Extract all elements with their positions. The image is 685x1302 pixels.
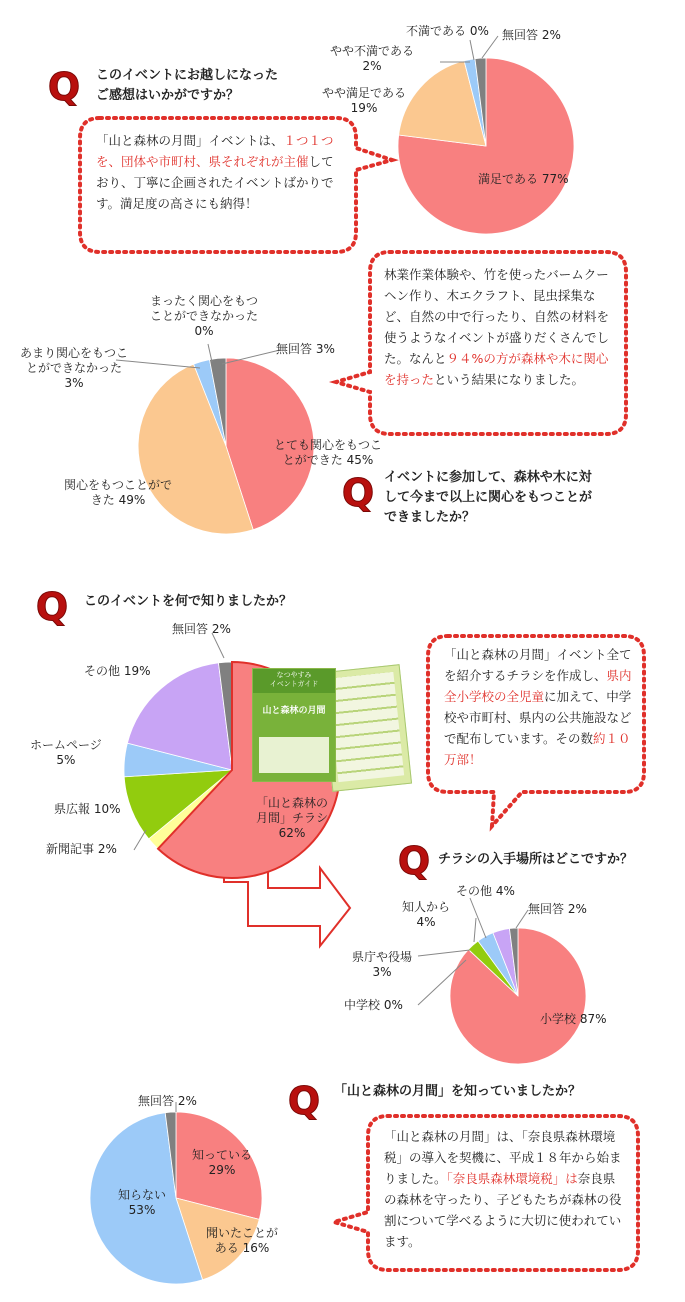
q2-label-3: まったく関心をもつ ことができなかった 0% bbox=[150, 294, 259, 338]
q4-label-4: その他 4% bbox=[456, 884, 515, 898]
q1-label-3: 不満である 0% bbox=[406, 24, 489, 38]
q3-bubble-text bbox=[444, 644, 636, 770]
q2-label-4: 無回答 3% bbox=[276, 342, 335, 356]
q3-bubble-mid: に加えて、中学校や市町村、県内の公共施設などで配布しています。その数 bbox=[444, 689, 632, 746]
q5-bubble-highlight: 「奈良県森林環境税」は bbox=[446, 1171, 578, 1186]
flyer-photo bbox=[259, 737, 329, 773]
q2-label-0: とても関心をもつこ とができた 45% bbox=[274, 438, 383, 467]
q2-label-1: 関心をもつことがで きた 49% bbox=[64, 478, 173, 507]
q2-bubble-text bbox=[384, 264, 612, 390]
q5-label-3: 無回答 2% bbox=[138, 1094, 197, 1108]
q1-label-1: やや満足である 19% bbox=[322, 86, 407, 115]
q3-label-0: 「山と森林の 月間」チラシ 62% bbox=[256, 796, 329, 840]
awareness-pie bbox=[90, 1112, 262, 1284]
q3-label-3: ホームページ 5% bbox=[30, 738, 102, 767]
q5-label-0: 知っている 29% bbox=[192, 1148, 253, 1177]
q4-label-3: 知人から 4% bbox=[402, 900, 451, 929]
q4-label-0: 小学校 87% bbox=[540, 1012, 607, 1026]
flyer-location-pie bbox=[450, 928, 586, 1064]
q5-bubble-text bbox=[384, 1126, 626, 1252]
svg-text:Q: Q bbox=[47, 66, 81, 106]
q1-bubble-post: しており、丁寧に企画されたイベントばかりです。満足度の高さにも納得！ bbox=[96, 154, 334, 211]
q3-label-2: 県広報 10% bbox=[54, 802, 121, 816]
q1-label-2: やや不満である 2% bbox=[330, 44, 415, 73]
q3-label-5: 無回答 2% bbox=[172, 622, 231, 636]
q1-label-0: 満足である 77% bbox=[478, 172, 569, 186]
q4-label-1: 中学校 0% bbox=[344, 998, 403, 1012]
q2-q-icon bbox=[340, 472, 376, 512]
q2-question: イベントに参加して、森林や木に対 して今まで以上に関心をもつことが できましたか？ bbox=[384, 470, 593, 525]
q4-label-2: 県庁や役場 3% bbox=[352, 950, 413, 979]
q4-q-icon bbox=[396, 840, 432, 880]
svg-text:Q: Q bbox=[397, 840, 431, 880]
q5-label-1: 聞いたことが ある 16% bbox=[206, 1226, 279, 1255]
q3-q-icon bbox=[34, 586, 70, 626]
q5-bubble-post: 奈良県の森林を守ったり、子どもたちが森林の役割について学べるように大切に使われています。 bbox=[384, 1171, 622, 1249]
q4-question: チラシの入手場所はどこですか？ bbox=[438, 852, 634, 867]
q5-bubble-pre: 「山と森林の月間」は、「奈良県森林環境税」の導入を契機に、平成１８年から始まりました。 bbox=[384, 1129, 622, 1186]
q3-bubble-highlight: 県内全小学校の全児童 bbox=[444, 668, 632, 704]
q1-q-icon bbox=[46, 66, 82, 106]
q2-label-2: あまり関心をもつこ とができなかった 3% bbox=[20, 346, 129, 390]
svg-text:Q: Q bbox=[35, 586, 69, 626]
flyer-subtitle: なつやすみ イベントガイド bbox=[253, 669, 335, 693]
q3-label-4: その他 19% bbox=[84, 664, 151, 678]
q3-bubble-pre: 「山と森林の月間」イベント全てを紹介するチラシを作成し、 bbox=[444, 647, 632, 683]
q2-bubble-pre: 林業作業体験や、竹を使ったバームクーヘン作り、木エクラフト、昆虫採集など、自然の中で行ったり、自然の材料を使うようなイベントが盛りだくさんでした。なんと bbox=[384, 267, 610, 366]
q5-label-2: 知らない 53% bbox=[118, 1188, 167, 1217]
q2-bubble-post: という結果になりました。 bbox=[434, 372, 585, 387]
q1-bubble-text bbox=[96, 130, 344, 214]
q4-label-5: 無回答 2% bbox=[528, 902, 587, 916]
q1-bubble-pre: 「山と森林の月間」イベントは、 bbox=[96, 133, 284, 148]
q5-q-icon bbox=[286, 1080, 322, 1120]
q1-bubble-highlight: １つ１つを、団体や市町村、県それぞれが主催 bbox=[96, 133, 334, 169]
flyer-front-page bbox=[252, 668, 336, 782]
q2-bubble-highlight: ９４%の方が森林や木に関心を持った bbox=[384, 351, 609, 387]
q1-label-4: 無回答 2% bbox=[502, 28, 561, 42]
q3-label-1: 新聞記事 2% bbox=[46, 842, 117, 856]
q1-question: このイベントにお越しになった ご感想はいかがですか？ bbox=[96, 68, 279, 103]
svg-text:Q: Q bbox=[341, 472, 375, 512]
flyer-title: 山と森林の月間 bbox=[262, 706, 326, 716]
q5-question: 「山と森林の月間」を知っていましたか？ bbox=[334, 1084, 582, 1099]
q3-question: このイベントを何で知りましたか？ bbox=[84, 594, 293, 609]
satisfaction-pie bbox=[398, 58, 574, 234]
q3-bubble-highlight2: 約１０万部！ bbox=[444, 731, 631, 767]
svg-text:Q: Q bbox=[287, 1080, 321, 1120]
